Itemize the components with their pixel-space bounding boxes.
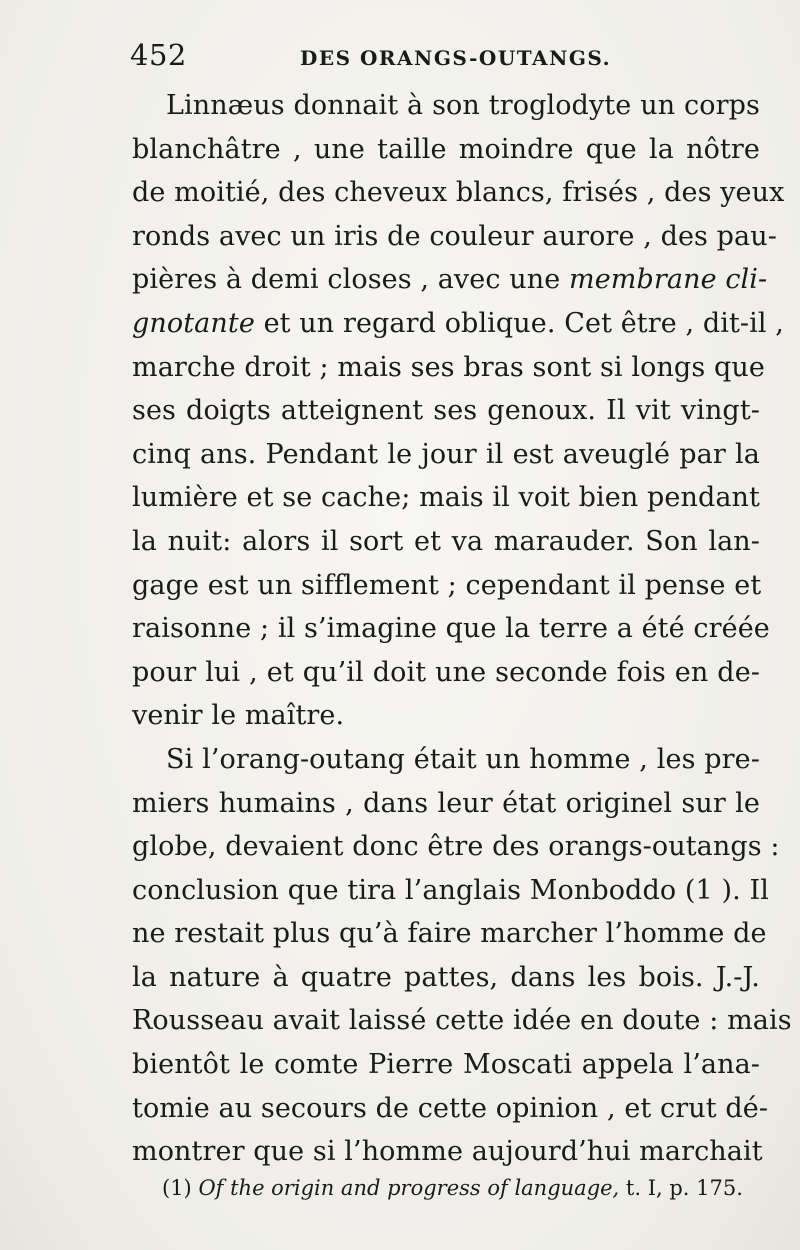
italic-text: gnotante (132, 307, 255, 339)
text-line: la nuit: alors il sort et va marauder. Son lan- (132, 525, 760, 557)
text-line: raisonne ; il s’imagine que la terre a été créée (132, 613, 770, 645)
footnote-reference: t. I, p. 175. (619, 1176, 743, 1200)
text-line (132, 258, 768, 302)
text-line: lumière et se cache; mais il voit bien pendant (132, 482, 760, 514)
text-line: blanchâtre , une taille moindre que la nôtre (132, 133, 760, 165)
footnote-marker: (1) (162, 1176, 192, 1200)
text-line: gage est un sifflement ; cependant il pense et (132, 569, 762, 601)
text-line: bientôt le comte Pierre Moscati appela l’ana- (132, 1049, 760, 1081)
text-line: globe, devaient donc être des orangs-outangs : (132, 831, 780, 863)
text-line: cinq ans. Pendant le jour il est aveuglé par la (132, 438, 760, 470)
text-line: pour lui , et qu’il doit une seconde fois en de- (132, 656, 760, 688)
text-line: Rousseau avait laissé cette idée en doute : mais (132, 1005, 792, 1037)
page-number: 452 (130, 38, 187, 72)
text-line: venir le maître. (132, 700, 345, 732)
text-span: et un regard oblique. Cet être , dit-il , (254, 307, 784, 339)
text-line: montrer que si l’homme aujourd’hui marchait (132, 1136, 763, 1168)
running-title: DES ORANGS-OUTANGS. (300, 46, 612, 70)
text-span: pières à demi closes , avec une (132, 264, 570, 296)
text-line (132, 302, 784, 346)
text-line: miers humains , dans leur état originel sur le (132, 787, 760, 819)
text-line: marche droit ; mais ses bras sont si longs que (132, 351, 765, 383)
footnote-title: Of the origin and progress of language, (198, 1176, 620, 1200)
text-line: de moitié, des cheveux blancs, frisés , des yeux (132, 177, 785, 209)
footnote (162, 1176, 762, 1200)
page-header (130, 38, 760, 78)
text-line: ne restait plus qu’à faire marcher l’homme de (132, 918, 767, 950)
text-line: conclusion que tira l’anglais Monboddo (1 ). Il (132, 874, 769, 906)
body-text (132, 84, 792, 1174)
text-line: tomie au secours de cette opinion , et crut dé- (132, 1092, 769, 1124)
text-line: la nature à quatre pattes, dans les bois. J.-J. (132, 961, 760, 993)
italic-text: membrane cli- (569, 264, 768, 296)
text-line: ses doigts atteignent ses genoux. Il vit vingt- (132, 395, 760, 427)
text-line: Si l’orang-outang était un homme , les pre- (166, 743, 760, 775)
text-line: Linnæus donnait à son troglodyte un corps (166, 90, 760, 121)
text-line: ronds avec un iris de couleur aurore , des pau- (132, 220, 777, 252)
